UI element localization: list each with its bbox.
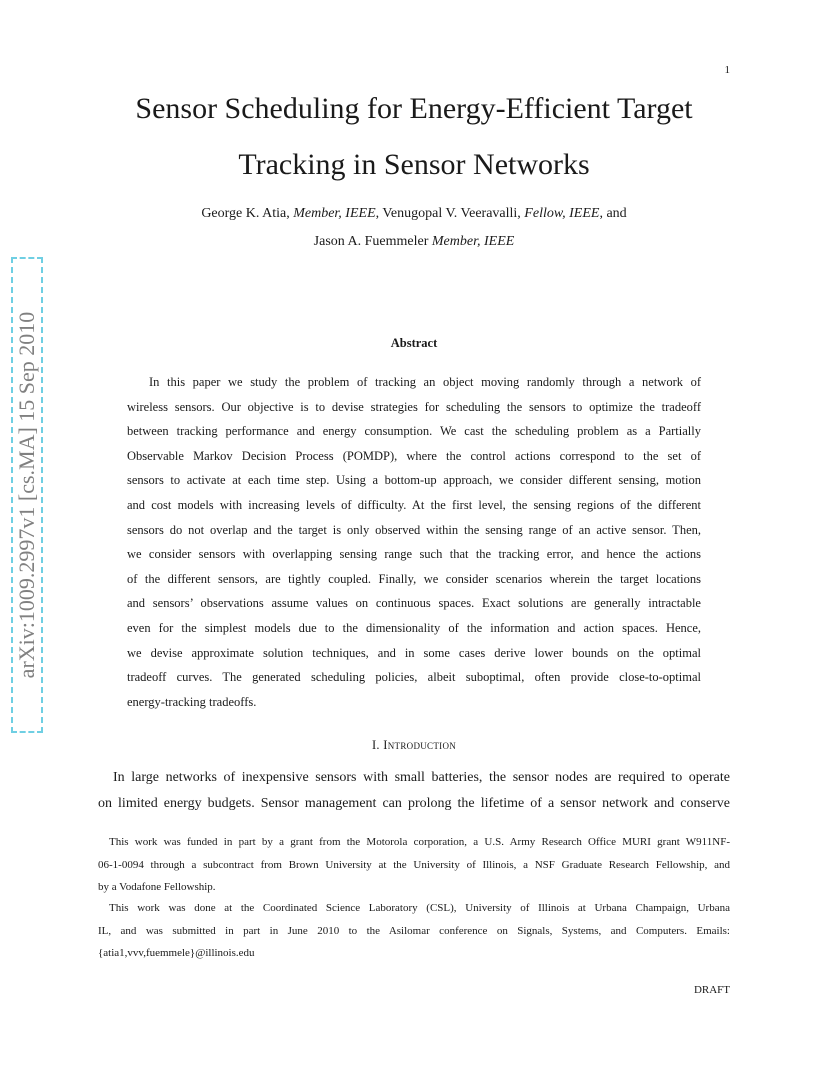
section-title: Introduction xyxy=(383,738,457,752)
abstract-line: between tracking performance and energy consumption. We cast the scheduling problem as a Partially xyxy=(127,424,701,439)
author-membership: Fellow, IEEE xyxy=(524,206,600,221)
footnote-line: IL, and was submitted in part in June 2010 to the Asilomar conference on Signals, Systems, and Computers. Emails: xyxy=(98,924,730,937)
abstract-line: we devise approximate solution techniques, and in some cases derive lower bounds on the optimal xyxy=(127,645,701,660)
abstract-line: of the different sensors, are tightly coupled. Finally, we consider scenarios wherein the target locations xyxy=(127,571,701,586)
intro-line: In large networks of inexpensive sensors with small batteries, the sensor nodes are required to operate xyxy=(113,770,730,785)
paper-title-line-1: Sensor Scheduling for Energy-Efficient Target xyxy=(135,92,693,125)
footnote-funding xyxy=(98,831,730,899)
author-separator: , and xyxy=(599,206,627,221)
author-name: , Venugopal V. Veeravalli, xyxy=(375,206,525,221)
footnote-line: This work was done at the Coordinated Science Laboratory (CSL), University of Illinois at Urbana Champaign, Urbana xyxy=(109,902,730,914)
abstract-line: energy-tracking tradeoffs. xyxy=(127,694,257,709)
author-membership: Member, IEEE xyxy=(431,234,515,249)
section-number: I. xyxy=(371,738,380,752)
introduction-body xyxy=(98,765,730,817)
abstract-line: In this paper we study the problem of tracking an object moving randomly through a network of xyxy=(149,375,701,389)
author-name: Jason A. Fuemmeler xyxy=(313,234,432,249)
author-line-2 xyxy=(0,234,828,250)
arxiv-stamp-text: arXiv:1009.2997v1 [cs.MA] 15 Sep 2010 xyxy=(14,311,39,679)
abstract-line: and cost models with increasing levels of difficulty. At the first level, the sensing regions of the different xyxy=(127,497,701,512)
footnote-affiliation xyxy=(98,897,730,965)
abstract-line: we consider sensors with overlapping sensing range such that the tracking error, and hence the actions xyxy=(127,547,701,562)
abstract-line: and sensors’ observations assume values on continuous spaces. Exact solutions are generally intractable xyxy=(127,596,701,611)
abstract-line: tradeoff curves. The generated scheduling policies, albeit suboptimal, often provide close-to-optimal xyxy=(127,670,701,685)
abstract-line: wireless sensors. Our objective is to devise strategies for scheduling the sensors to optimize the tradeoff xyxy=(127,399,701,414)
page-number: 1 xyxy=(724,64,730,76)
abstract-heading: Abstract xyxy=(390,336,438,350)
section-heading-introduction xyxy=(0,738,828,753)
abstract-line: sensors do not overlap and the target is only observed within the sensing range of an active sensor. Then, xyxy=(127,522,701,537)
footnote-line: {atia1,vvv,fuemmele}@illinois.edu xyxy=(98,947,255,959)
abstract-body xyxy=(127,370,701,714)
author-membership: Member, IEEE xyxy=(293,206,376,221)
footnote-line: This work was funded in part by a grant from the Motorola corporation, a U.S. Army Research Office MURI grant W911NF- xyxy=(109,836,730,848)
footnote-line: 06-1-0094 through a subcontract from Brown University at the University of Illinois, a NSF Graduate Research Fellowship, and xyxy=(98,858,730,871)
paper-title-line-2: Tracking in Sensor Networks xyxy=(238,148,590,181)
arxiv-stamp xyxy=(11,257,43,733)
author-line-1 xyxy=(0,206,828,222)
abstract-line: sensors to activate at each time step. Using a bottom-up approach, we consider different sensing, motion xyxy=(127,473,701,488)
abstract-line: even for the simplest models due to the dimensionality of the information and action spaces. Hence, xyxy=(127,620,701,635)
abstract-line: Observable Markov Decision Process (POMDP), where the control actions correspond to the set of xyxy=(127,448,701,463)
footnote-line: by a Vodafone Fellowship. xyxy=(98,881,216,893)
author-name: George K. Atia, xyxy=(201,206,294,221)
draft-footer: DRAFT xyxy=(693,984,730,996)
intro-line: on limited energy budgets. Sensor management can prolong the lifetime of a sensor network and conserve xyxy=(98,796,730,811)
